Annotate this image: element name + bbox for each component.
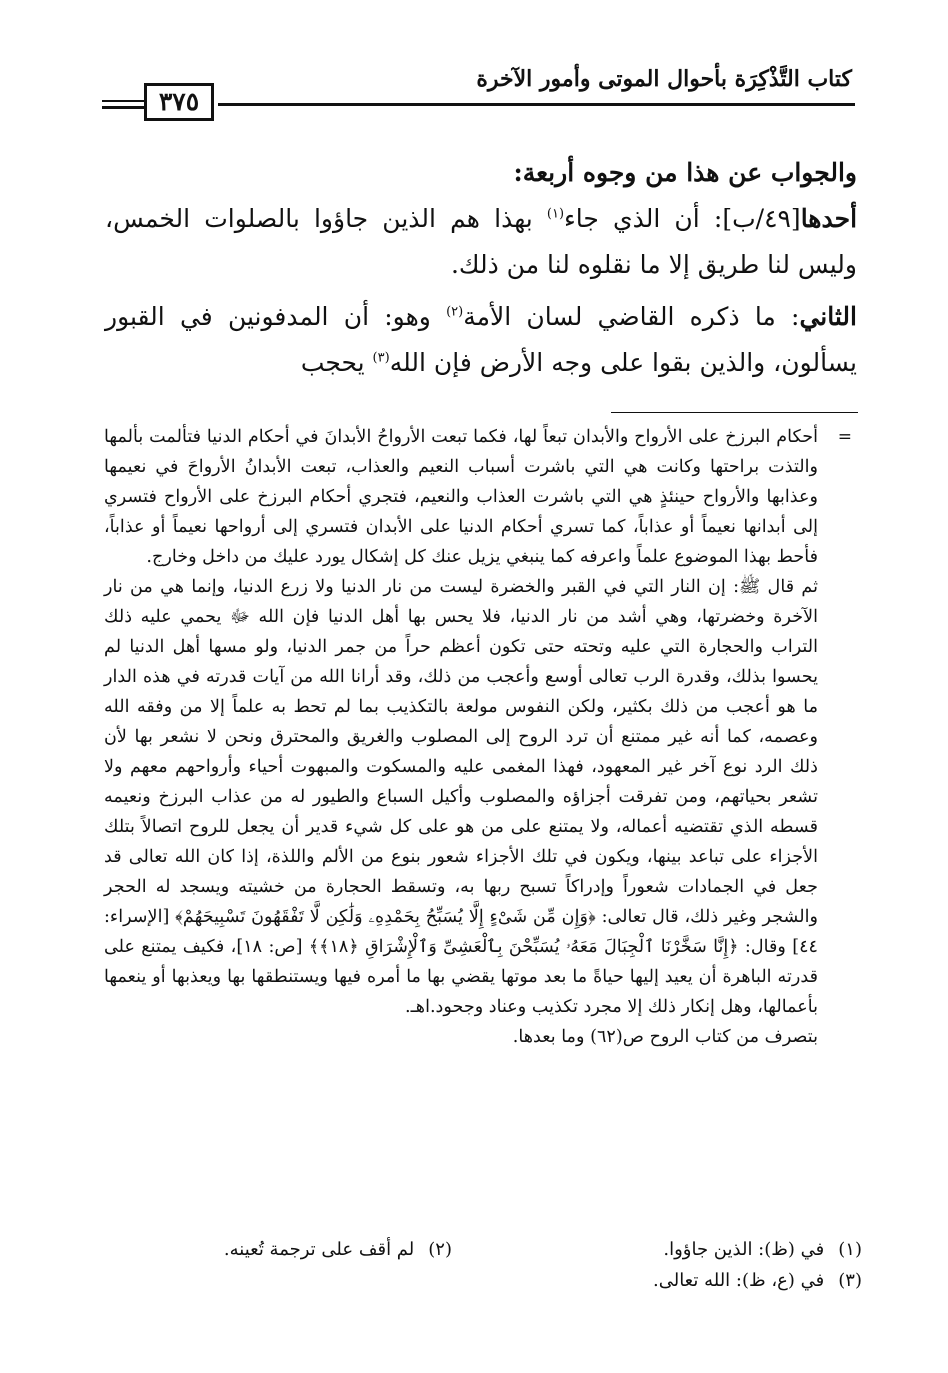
continued-note bbox=[104, 422, 856, 1052]
second-point-text-a: : ما ذكره القاضي لسان الأمة bbox=[463, 302, 800, 331]
footnote-3 bbox=[653, 1265, 862, 1296]
second-point-text-b: وهو: أن المدفونين في القبور يسألون، والذين بقوا على وجه الأرض فإن الله bbox=[105, 302, 857, 377]
first-point-text-b: بهذا هم الذين جاؤوا بالصلوات الخمس، وليس لنا طريق إلا ما نقلوه لنا من ذلك. bbox=[105, 204, 857, 279]
footnote-number: (٢) bbox=[428, 1239, 452, 1260]
footnote-separator bbox=[611, 412, 858, 413]
header-rule-left-bottom bbox=[102, 106, 144, 109]
first-point-text-a: : أن الذي جاء bbox=[564, 204, 723, 233]
footnote-2 bbox=[224, 1234, 452, 1265]
note-source: بتصرف من كتاب الروح ص(٦٢) وما بعدها. bbox=[512, 1027, 818, 1047]
footnote-text: لم أقف على ترجمة تُعينه. bbox=[223, 1239, 415, 1260]
note-paragraph-2: ثم قال ﷺ: إن النار التي في القبر والخضرة ليست من نار الدنيا ولا زرع الدنيا، وإنما هي من نار الآخرة وخضرتها، وهي أشد من نار الدنيا، فلا يحس بها أهل الدنيا فإن الله ﷻ يحمي عليه ذلك التراب والحجارة التي عليه وتحته حتى تكون أعظم حراً من جمر الدنيا، ولو مسها أهل الدنيا لم يحسوا بذلك، وقدرة الرب تعالى أوسع وأعجب من ذلك، وقد أرانا الله من آيات قدرته في هذه الدار ما هو أعجب من ذلك بكثير، ولكن النفوس مولعة بالتكذيب بما لم تحط به علماً إلا من وفقه الله وعصمه، كما أنه غير ممتنع أن ترد الروح إلى المصلوب والغريق والمحترق ونحن لا نشعر بها لأن ذلك الرد نوع آخر غير المعهود، فهذا المغمى عليه والمسكوت والمبهوت أحياء وأرواحهم معهم ولا تشعر بحياتهم، ومن تفرقت أجزاؤه والمصلوب وأكيل السباع والطيور له من عذاب البرزخ ونعيمه قسطه الذي تقتضيه أعماله، ولا يمتنع على من هو على كل شيء قدير أن يجعل للروح اتصالاً بتلك الأجزاء على تباعد بينها، ويكون في تلك الأجزاء شعور بنوع من الألم واللذة، إذا كان الله تعالى قد جعل في الجمادات شعوراً وإدراكاً تسبح ربها به، وتسقط الحجارة من خشيته ويسجد له الحجر والشجر وغير ذلك، قال تعالى: ﴿وَإِن مِّن شَىْءٍ إِلَّا يُسَبِّحُ بِحَمْدِهِۦ وَلَٰكِن لَّا تَفْقَهُونَ تَسْبِيحَهُمْ﴾ [الإسراء: ٤٤] وقال: ﴿إِنَّا سَخَّرْنَا ٱلْجِبَالَ مَعَهُۥ يُسَبِّحْنَ بِٱلْعَشِىِّ وَٱلْإِشْرَاقِ ﴿١٨﴾﴾ [ص: ١٨]، فكيف يمتنع على قدرته الباهرة أن يعيد إليها حياةً ما بعد موتها يقضي بها ما أمره فيها ويستنطقها بها ويعذبها أو ينعمها بأعمالها، وهل إنكار ذلك إلا مجرد تكذيب وعناد وجحود.اهـ. bbox=[104, 577, 818, 1017]
header-rule bbox=[218, 103, 855, 106]
footnote-text: في (ع، ظ): الله تعالى. bbox=[652, 1270, 825, 1291]
footnotes bbox=[160, 1234, 862, 1296]
second-point-text-c: يحجب bbox=[300, 348, 373, 377]
footnote-row bbox=[160, 1265, 862, 1296]
page-number: ٣٧٥ bbox=[144, 83, 214, 121]
manuscript-ref: [٤٩/ب] bbox=[722, 204, 801, 233]
header-rule-left-top bbox=[102, 100, 144, 102]
note-paragraph-1: أحكام البرزخ على الأرواح والأبدان تبعاً لها، فكما تبعت الأرواحُ الأبدانَ في أحكام الدنيا فتألمت بألمها والتذت براحتها وكانت هي التي باشرت أسباب النعيم والعذاب، تبعت الأبدانُ الأرواحَ في نعيمها وعذابها والأرواح حينئذٍ هي التي باشرت العذاب والنعيم، فتجري أحكام البرزخ على الأرواح فتسري إلى أبدانها نعيماً أو عذاباً، كما تسري أحكام الدنيا على الأبدان فتسري إلى أرواحها نعيماً أو عذاباً، فأحط بهذا الموضوع علماً واعرفه كما ينبغي يزيل عنك كل إشكال يورد عليك من داخل وخارج. bbox=[104, 427, 818, 567]
footnote-number: (٣) bbox=[838, 1270, 862, 1291]
footnote-text: في (ظ): الذين جاؤوا. bbox=[663, 1239, 825, 1260]
answer-intro: والجواب عن هذا من وجوه أربعة: bbox=[513, 158, 857, 187]
second-point bbox=[105, 294, 857, 386]
first-point-label: أحدها bbox=[800, 204, 858, 233]
footnote-marker-2[interactable]: (٢) bbox=[446, 304, 464, 320]
second-point-label: الثاني bbox=[799, 302, 857, 331]
footnote-1 bbox=[452, 1234, 862, 1265]
main-text bbox=[105, 150, 857, 386]
first-point bbox=[105, 196, 857, 288]
footnote-marker-1[interactable]: (١) bbox=[546, 206, 565, 222]
continuation-mark: = bbox=[837, 427, 852, 447]
running-title: كتاب التَّذْكِرَة بأحوال الموتى وأمور الآخرة bbox=[476, 66, 852, 92]
footnote-number: (١) bbox=[838, 1239, 862, 1260]
footnote-continuation bbox=[104, 422, 856, 1052]
footnote-marker-3[interactable]: (٣) bbox=[372, 350, 390, 366]
footnote-row bbox=[160, 1234, 862, 1265]
